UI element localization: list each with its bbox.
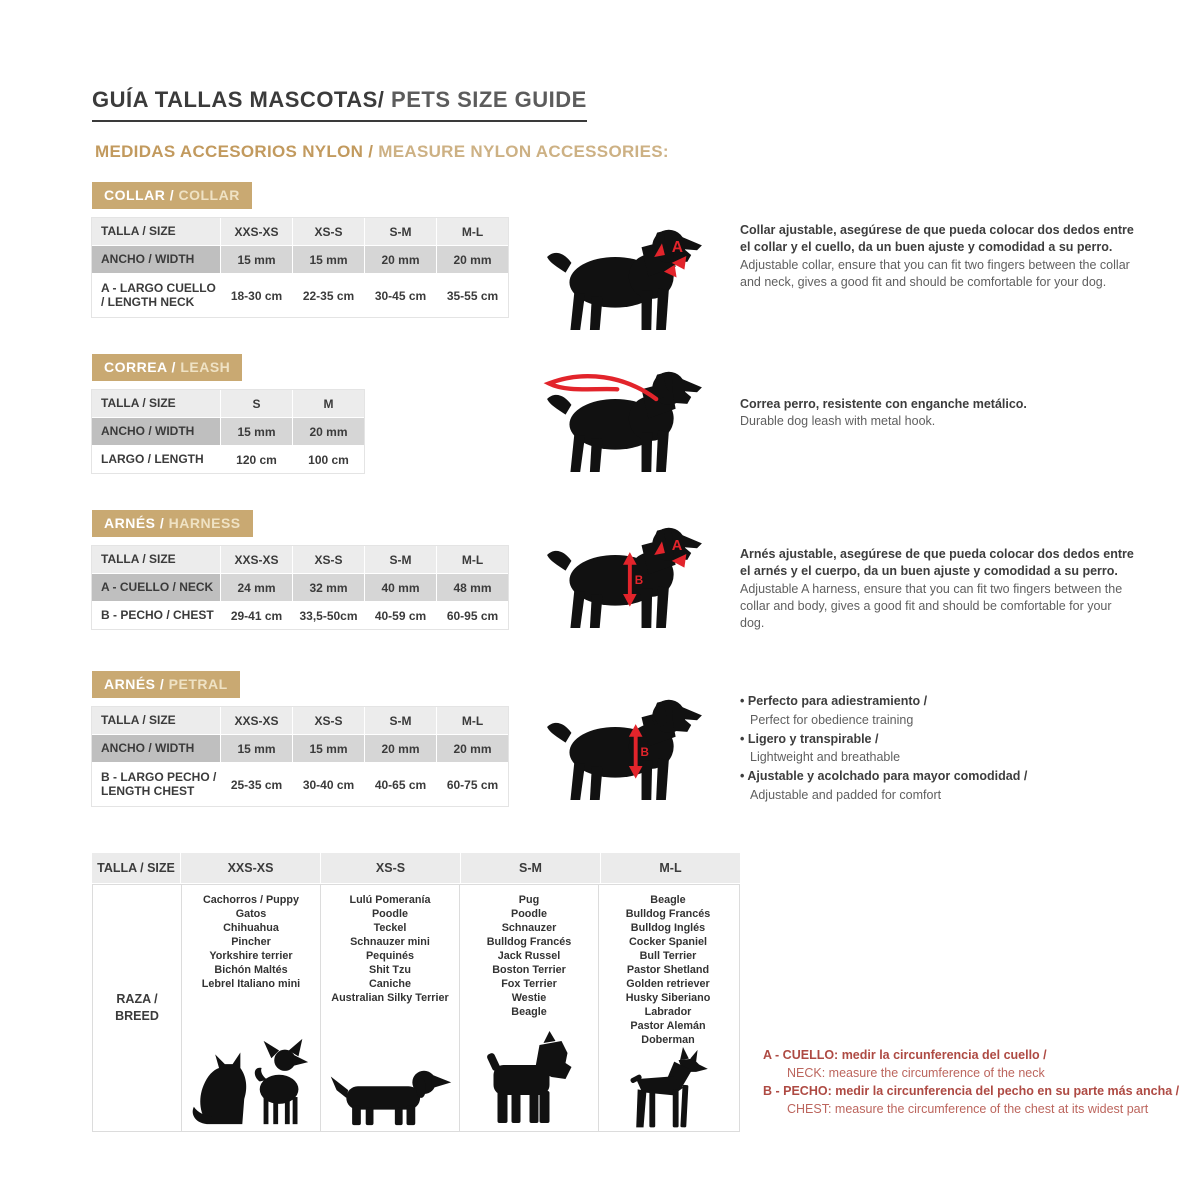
breed-item: Westie [511, 992, 547, 1004]
animal-silhouettes [477, 1029, 581, 1131]
table-header-cell: XXS-XS [221, 218, 292, 245]
dog-leash-icon [538, 362, 710, 474]
svg-text:A: A [671, 239, 683, 257]
schnauzer-icon [477, 1029, 581, 1129]
breed-item: Australian Silky Terrier [331, 992, 449, 1004]
table-header-cell: XS-S [293, 218, 364, 245]
table-cell: 15 mm [293, 735, 364, 762]
table-header-row [92, 707, 508, 734]
svg-text:B: B [634, 574, 644, 588]
breed-item: Labrador [644, 1006, 692, 1018]
table-header-cell: M-L [437, 546, 508, 573]
breed-list [202, 893, 300, 991]
table-row [92, 574, 508, 601]
breed-item: Beagle [650, 894, 686, 906]
table-header-cell: XXS-XS [221, 546, 292, 573]
table-header-cell: TALLA / SIZE [92, 546, 220, 573]
table-cell: 15 mm [221, 246, 292, 273]
breed-item: Jack Russel [497, 950, 561, 962]
breed-item: Pastor Shetland [626, 964, 710, 976]
breeds-column-s-m [459, 885, 598, 1131]
breed-item: Schnauzer [501, 922, 557, 934]
animal-silhouettes [325, 1061, 455, 1131]
breed-item: Chihuahua [223, 922, 279, 934]
dachshund-icon [325, 1061, 455, 1129]
breed-item: Bulldog Inglés [630, 922, 706, 934]
breed-item: Teckel [373, 922, 407, 934]
breed-item: Bichón Maltés [214, 964, 288, 976]
breeds-column-m-l [598, 885, 737, 1131]
table-header-cell: XXS-XS [221, 707, 292, 734]
bullet-item: • Ajustable y acolchado para mayor comodidad / Adjustable and padded for comfort [740, 767, 1140, 805]
leash-size-table [92, 390, 364, 473]
breeds-header-cell: XXS-XS [181, 853, 320, 883]
breeds-table [92, 853, 740, 1132]
breed-item: Caniche [368, 978, 411, 990]
table-cell: 29-41 cm [221, 602, 292, 629]
table-header-cell: S-M [365, 218, 436, 245]
bullet-item: • Perfecto para adiestramiento / Perfect for obedience training [740, 692, 1140, 730]
table-cell: 48 mm [437, 574, 508, 601]
dog-petral-measure-icon [538, 690, 710, 802]
table-cell: 30-45 cm [365, 274, 436, 317]
page-title-es: GUÍA TALLAS MASCOTAS/ [92, 86, 385, 112]
table-cell: 35-55 cm [437, 274, 508, 317]
page-title-en: PETS SIZE GUIDE [384, 86, 587, 112]
section-badge-collar: COLLAR / COLLAR [92, 182, 252, 209]
table-header-cell: M-L [437, 707, 508, 734]
table-cell: 22-35 cm [293, 274, 364, 317]
breed-item: Fox Terrier [501, 978, 557, 990]
breed-item: Beagle [511, 1006, 547, 1018]
table-row [92, 246, 508, 273]
table-header-cell: S [221, 390, 292, 417]
breed-item: Lebrel Italiano mini [201, 978, 301, 990]
table-header-cell: XS-S [293, 707, 364, 734]
table-row [92, 274, 508, 317]
doberman-icon [615, 1047, 721, 1131]
section-badge-petral: ARNÉS / PETRAL [92, 671, 240, 698]
table-cell: 100 cm [293, 446, 364, 473]
breeds-row-label: RAZA / BREED [115, 991, 159, 1023]
breed-item: Yorkshire terrier [209, 950, 293, 962]
breed-item: Pincher [231, 936, 271, 948]
table-cell: 120 cm [221, 446, 292, 473]
breed-item: Pastor Alemán [630, 1020, 706, 1032]
table-cell: 20 mm [365, 735, 436, 762]
harness-size-table [92, 546, 508, 629]
leash-description-es: Correa perro, resistente con enganche metálico. [740, 397, 1027, 411]
table-row-label: B - LARGO PECHO / LENGTH CHEST [92, 763, 220, 806]
animal-silhouettes [188, 1037, 314, 1131]
subtitle-es: MEDIDAS ACCESORIOS NYLON / [95, 142, 374, 161]
breed-item: Bulldog Francés [625, 908, 711, 920]
table-header-row [92, 390, 364, 417]
table-row-label: ANCHO / WIDTH [92, 418, 220, 445]
note-neck: A - CUELLO: medir la circunferencia del cuello / NECK: measure the circumference of the neck [763, 1048, 1047, 1081]
breed-item: Bulldog Francés [486, 936, 572, 948]
table-row [92, 763, 508, 806]
table-header-cell: TALLA / SIZE [92, 390, 220, 417]
dog-collar-measure-icon [538, 220, 710, 332]
table-cell: 40-59 cm [365, 602, 436, 629]
table-cell: 32 mm [293, 574, 364, 601]
subtitle [95, 142, 669, 162]
table-cell: 60-75 cm [437, 763, 508, 806]
table-cell: 15 mm [293, 246, 364, 273]
table-row [92, 418, 364, 445]
breed-list [331, 893, 448, 1005]
measurement-notes [763, 1046, 1200, 1119]
leash-description-en: Durable dog leash with metal hook. [740, 414, 936, 429]
table-cell: 15 mm [221, 418, 292, 445]
table-row-label: A - LARGO CUELLO / LENGTH NECK [92, 274, 220, 317]
table-cell: 60-95 cm [437, 602, 508, 629]
svg-text:A: A [671, 538, 683, 555]
table-cell: 24 mm [221, 574, 292, 601]
breed-item: Cocker Spaniel [628, 936, 707, 948]
page-title [92, 87, 587, 122]
table-cell: 40 mm [365, 574, 436, 601]
table-header-row [92, 546, 508, 573]
table-cell: 20 mm [437, 735, 508, 762]
petral-bullets [740, 692, 1140, 805]
breed-item: Husky Siberiano [625, 992, 711, 1004]
leash-description [740, 396, 1138, 431]
breeds-header-cell: S-M [461, 853, 600, 883]
breed-list [626, 893, 711, 1047]
collar-description-es: Collar ajustable, asegúrese de que pueda colocar dos dedos entre el collar y el cuello, da un buen ajuste y comodidad a su perro. [740, 223, 1134, 255]
breeds-header-cell: TALLA / SIZE [92, 853, 180, 883]
collar-description [740, 222, 1138, 291]
table-cell: 15 mm [221, 735, 292, 762]
breed-item: Poodle [371, 908, 408, 920]
dog-harness-measure-icon [538, 518, 710, 630]
animal-silhouettes [615, 1047, 721, 1133]
breed-item: Pug [518, 894, 540, 906]
breed-item: Cachorros / Puppy [202, 894, 299, 906]
table-row [92, 735, 508, 762]
table-cell: 20 mm [293, 418, 364, 445]
collar-description-en: Adjustable collar, ensure that you can fit two fingers between the collar and neck, gives a good fit and should be comfortable for your dog. [740, 257, 1130, 289]
table-cell: 40-65 cm [365, 763, 436, 806]
cat-and-chihuahua-icon [188, 1037, 314, 1129]
harness-description-en: Adjustable A harness, ensure that you can fit two fingers between the collar and body, gives a good fit and should be comfortable for your dog. [740, 581, 1123, 630]
table-cell: 18-30 cm [221, 274, 292, 317]
breed-item: Shit Tzu [369, 964, 411, 976]
subtitle-en: MEASURE NYLON ACCESSORIES: [373, 142, 669, 161]
table-cell: 33,5-50cm [293, 602, 364, 629]
breed-item: Doberman [641, 1034, 695, 1046]
table-header-cell: XS-S [293, 546, 364, 573]
table-header-cell: M-L [437, 218, 508, 245]
table-header-cell: S-M [365, 546, 436, 573]
breed-item: Gatos [235, 908, 267, 920]
table-cell: 20 mm [437, 246, 508, 273]
table-cell: 30-40 cm [293, 763, 364, 806]
table-row-label: LARGO / LENGTH [92, 446, 220, 473]
breed-item: Boston Terrier [492, 964, 566, 976]
table-row-label: B - PECHO / CHEST [92, 602, 220, 629]
table-row-label: ANCHO / WIDTH [92, 735, 220, 762]
breed-item: Pequinés [365, 950, 414, 962]
breeds-table-body [92, 884, 740, 1132]
table-header-cell: TALLA / SIZE [92, 707, 220, 734]
svg-text:B: B [640, 746, 649, 760]
breeds-header-cell: M-L [601, 853, 740, 883]
breeds-table-header [92, 853, 740, 883]
table-header-cell: TALLA / SIZE [92, 218, 220, 245]
breed-list [487, 893, 572, 1019]
table-cell: 25-35 cm [221, 763, 292, 806]
breed-item: Lulú Pomeranía [349, 894, 431, 906]
table-header-row [92, 218, 508, 245]
breed-item: Schnauzer mini [350, 936, 430, 948]
table-row [92, 446, 364, 473]
breed-item: Golden retriever [626, 978, 710, 990]
table-row [92, 602, 508, 629]
section-badge-leash: CORREA / LEASH [92, 354, 242, 381]
breed-item: Poodle [511, 908, 547, 920]
breeds-column-xs-s [320, 885, 459, 1131]
table-row-label: ANCHO / WIDTH [92, 246, 220, 273]
table-cell: 20 mm [365, 246, 436, 273]
petral-size-table [92, 707, 508, 806]
table-header-cell: S-M [365, 707, 436, 734]
breed-item: Bull Terrier [639, 950, 697, 962]
breeds-header-cell: XS-S [321, 853, 460, 883]
note-chest: B - PECHO: medir la circunferencia del pecho en su parte más ancha / CHEST: measure the circumference of the chest at its widest part [763, 1084, 1180, 1117]
table-header-cell: M [293, 390, 364, 417]
harness-description-es: Arnés ajustable, asegúrese de que pueda colocar dos dedos entre el arnés y el cuerpo, da un buen ajuste y comodidad a su perro. [740, 547, 1134, 579]
table-row-label: A - CUELLO / NECK [92, 574, 220, 601]
harness-description [740, 546, 1138, 632]
collar-size-table [92, 218, 508, 317]
bullet-item: • Ligero y transpirable / Lightweight and breathable [740, 730, 1140, 768]
breeds-column-xxs-xs [181, 885, 320, 1131]
section-badge-harness: ARNÉS / HARNESS [92, 510, 253, 537]
